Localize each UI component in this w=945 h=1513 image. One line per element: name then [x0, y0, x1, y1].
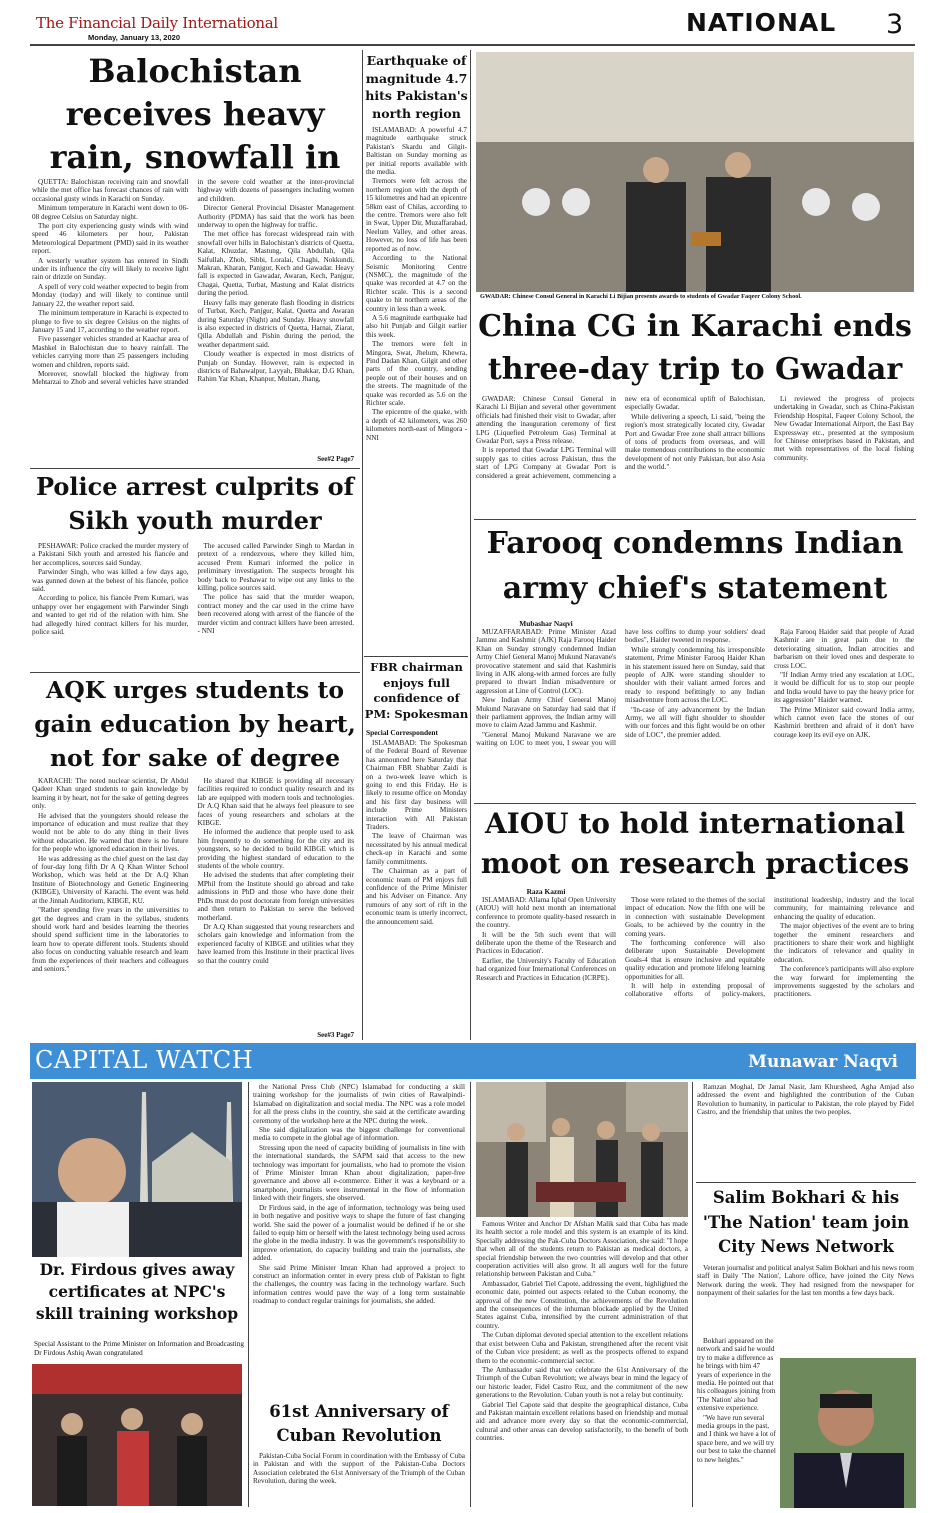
paragraph: Ramzan Moghal, Dr Jamal Nasir, Jam Khursheed, Agha Amjad also addressed the event and highlighted the contribution of the Cuban Revolution to humanity, in particular to Pakistan, the role played by Fidel Castro, and the friendship that unites the two peoples. — [697, 1083, 914, 1117]
paragraph: The minimum temperature in Karachi is expected to plunge to five to six degree Celsius on the nights of January 15 and 17, according to the weather report. — [32, 309, 189, 334]
paragraph: The Cuban diplomat devoted special attention to the excellent relations that exist between Cuba and Pakistan, strengthened after the recent visit of the Cuban vice president; as well as the prospects offered to expand them to the economic-commercial sector. — [476, 1331, 688, 1365]
paragraph: Tremors were felt across the northern region with the depth of 15 kilometres and had an epicentre 58km east of Chilas, according to the centre. Tremors were also felt in Swat, Upper Dir, Muzaffarabad, Neelum Valley, and other areas. However, no loss of life has been reported as of now. — [366, 177, 467, 253]
paragraph: A westerly weather system has entered in Sindh under its influence the city will likely to receive light rain or drizzle on Sunday. — [32, 256, 189, 282]
divider — [696, 1182, 916, 1183]
paragraph: The port city experiencing gusty winds with wind speed 46 kilometers per hour, Pakistan Meteorological Department (PMD) said in its weather report. — [32, 222, 189, 256]
paragraph: ISLAMABAD: Allama Iqbal Open University (AIOU) will hold next month an international conference to promote quality-based research in the country. — [476, 896, 616, 930]
masthead — [0, 0, 945, 46]
paragraph: She said digitalization was the biggest challenge for conventional media to compete in the global age of information. — [253, 1126, 465, 1143]
article-cuban — [476, 1220, 688, 1510]
article-firdous — [253, 1083, 465, 1393]
paragraph: ISLAMABAD: The Spokesman of the Federal Board of Revenue has announced here Saturday that Chairman FBR Shabbar Zaidi is on a two-week leave which is going to end this Friday. He is likely to resume office on Monday and his first day business will include Prime Ministers interaction with All Pakistan Traders. — [366, 739, 467, 832]
paragraph: According to the National Seismic Monitoring Centre (NSMC), the magnitude of the quake was recorded at 4.7 on the Richter scale. This is a second quake to hit northern areas of the country in less than a week. — [366, 254, 467, 313]
paragraph: It will help in extending proposal of collaborative efforts of policy-makers, institutional leadership, industry and the local community, for maintaining relevance and enhancing the quality of education. — [625, 896, 914, 999]
article-china-cg — [476, 395, 914, 513]
paragraph: The leave of Chairman was necessitated by his annual medical check-up in Karachi and some family commitments. — [366, 832, 467, 866]
headline-farooq: Farooq condemns Indian army chief's statement — [486, 526, 904, 606]
headline-earthquake: Earthquake of magnitude 4.7 hits Pakistan's north region — [365, 53, 468, 121]
continuation-balochistan: See#2 Page7 — [317, 455, 354, 463]
paragraph: The Ambassador said that we celebrate the 61st Anniversary of the Triumph of the Cuban Revolution; we always bear in mind the legacy of our historic leader, Fidel Castro Ruz, and the commitment of the new generations to the Revolution. Cuban youth is not a relay but continuity. — [476, 1365, 688, 1400]
paragraph: A 5.6 magnitude earthquake had also hit Punjab and Gilgit earlier this week. — [366, 313, 467, 339]
paragraph: Li reviewed the progress of projects undertaking in Gwadar, such as China-Pakistan Friendship Hospital, Faqeer Colony School, the New Gwadar International Airport, the East Bay Expressway etc., presented at the symposium for Chinese enterprises based in Pakistan, and met with representatives of the local fishing community. — [774, 395, 914, 462]
paragraph: Raja Farooq Haider said that people of Azad Kashmir are in great pain due to the deteriorating situation, Indian atrocities and barbarism on their loved ones and desperate to cross LOC. — [774, 628, 914, 670]
paragraph: The epicentre of the quake, with a depth of 42 kilometers, was 260 kilometers north-east of Mingora - NNI — [366, 408, 467, 442]
column-divider — [470, 1082, 471, 1507]
paragraph: Parwinder Singh, who was killed a few days ago, was gunned down at the behest of his fiancée, police said. — [32, 568, 189, 594]
capital-watch-banner — [30, 1043, 916, 1079]
paragraph: Minimum temperature in Karachi went down to 06-08 degree Celsius on Saturday night. — [32, 204, 189, 221]
headline-police: Police arrest culprits of Sikh youth murder — [36, 472, 354, 535]
byline-fbr: Special Correspondent — [366, 728, 438, 737]
article-salim — [697, 1264, 914, 1338]
paragraph: The police has said that the murder weapon, contract money and the car used in the crime have been recovered along with arrest of the fiancée of the murder victim and contract killers have been arrested. - NNI — [197, 593, 354, 636]
paragraph: Pakistan-Cuba Social Forum in coordination with the Embassy of Cuba in Pakistan and with the support of the Pakistan-Cuba Doctors Association celebrated the 61st Anniversary of the Triumph of the Cuban Revolution, during the week. — [253, 1452, 465, 1486]
paragraph: PESHAWAR: Police cracked the murder mystery of a Pakistani Sikh youth and arrested his fiancée and her accomplices, sources said Sunday. — [32, 542, 189, 567]
byline-aiou: Raza Kazmi — [526, 887, 566, 896]
paragraph: Ambassador, Gabriel Tiel Capote, addressing the event, highlighted the economic date, pointed out aspects related to the Cuban economy, the approval of the new Constitution, the achievements of the Revolution and the consequences of the inhuman blockade applied by the United States against Cuba, intensified by the current administration of that country. — [476, 1279, 688, 1330]
divider — [474, 519, 916, 520]
article-cuban-continued — [697, 1083, 914, 1179]
byline-farooq: Mubashar Naqvi — [519, 619, 573, 628]
paragraph: He informed the audience that people used to ask him frequently to do something for the city and its youngsters, so he decided to build KIBGE which is providing the highest standard of education to the students of the whole country. — [197, 828, 354, 871]
divider — [364, 656, 468, 657]
photo-cuban-event — [476, 1082, 688, 1217]
column-divider — [470, 50, 471, 1040]
paragraph: While strongly condemning his irresponsible statement, Prime Minister Farooq Haider Khan in his statement issued here on Sunday, said that people of AJK were standing shoulder to shoulder with their valiant armed forces and ready to respond befittingly to any Indian misadventure from across the LOC. — [625, 645, 765, 705]
photo-placeholder — [780, 1358, 916, 1508]
headline-firdous: Dr. Firdous gives away certificates at NPC's skill training workshop — [35, 1260, 239, 1323]
paragraph: The tremors were felt in Mingora, Swat, Jhelum, Khewra, Pind Dadan Khan, Gilgit and other parts of the country, sending people out of their houses and on the streets. The magnitude of the quake was recorded as 5.6 on the Richter scale. — [366, 340, 467, 407]
paragraph: He advised that the youngsters should release the importance of education and must realize that they would not be able to do any thing in their lives without education. He warned that there is no future for the people who ignored education in their lives. — [32, 811, 189, 854]
photo-salim-bokhari-portrait — [780, 1358, 916, 1508]
paragraph: Stressing upon the need of capacity building of journalists in line with the international standards, the SAPM said that access to the new technology was important for journalists, who had to promote the vision of Prime Minister Imran Khan about digitalization, paper-free governance and above all e-commerce. Either it was a keyboard or a smartphone, journalists were instrumental in the flow of information linked with their fingers, she observed. — [253, 1143, 465, 1203]
paragraph: The Chairman as a part of economic team of PM enjoys full confidence of the Prime Minister and his Adviser on Finance. Any rumours of any sort of rift in the economic team is utterly incorrect, the announcement said. — [366, 867, 467, 926]
article-aqk — [32, 777, 354, 1039]
page-number: 3 — [886, 9, 904, 40]
capital-watch-title: CAPITAL WATCH — [35, 1046, 254, 1074]
headline-salim: Salim Bokhari & his 'The Nation' team join City News Network — [702, 1188, 910, 1256]
photo-placeholder — [32, 1364, 242, 1506]
column-divider — [692, 1082, 693, 1507]
article-police — [32, 542, 354, 672]
paragraph: "If Indian Army tried any escalation at LOC, it would be difficult for us to stop our people and India would have to pay the heavy price for its aggression" Haider warned. — [774, 671, 914, 705]
paragraph: He advised the students that after completing their MPhil from the Institute should go abroad and take admissions in PhD and those who have done their PhDs must do post doctorate from foreign universities and then return to Pakistan to serve the beloved motherland. — [197, 871, 354, 922]
paragraph: He shared that KIBGE is providing all necessary facilities required to conduct quality research and its lab are equipped with modern tools and technologies. Dr A.Q Khan said that he always feel pleasure to see faces of young researchers and scholars at the KIBGE. — [197, 777, 354, 828]
headline-fbr: FBR chairman enjoys full confidence of PM: Spokesman — [364, 660, 469, 721]
photo-placeholder — [476, 1082, 688, 1217]
paragraph: Gabriel Tiel Capote said that despite the geographical distance, Cuba and Pakistan maintain excellent relations based on friendship and mutual aid and advance more every day so that the economic-commercial, cultural and other areas can develop satisfactorily, to the benefit of both countries. — [476, 1400, 688, 1443]
headline-aiou: AIOU to hold international moot on research practices — [480, 807, 910, 880]
paragraph: Heavy falls may generate flash flooding in districts of Turbat, Kech, Panjgur, Kalat, Quetta and Awaran during Saturday (Night) and Sunday. Heavy snowfall is also expected in districts of Quetta, Harnai, Ziarat, Qilla Abdullah and Pishin during the period, the weather department said. — [197, 298, 354, 349]
paragraph: Cloudy weather is expected in most districts of Punjab on Sunday. However, rain is expected in districts of Bahawalpur, Layyah, Bhakkar, D.G Khan, Rahim Yar Khan, Khanpur, Multan, Jhang, — [197, 350, 354, 384]
article-fbr — [366, 739, 467, 1039]
paragraph: KARACHI: The noted nuclear scientist, Dr Abdul Qadeer Khan urged students to gain knowledge by learning it by heart, not for the sake of getting degrees only. — [32, 777, 189, 811]
photo-caption-firdous: Special Assistant to the Prime Minister on Information and Broadcasting Dr Firdous Ashiq Awan congratulated — [34, 1340, 244, 1357]
paragraph: MUZAFFARABAD: Prime Minister Azad Jammu and Kashmir (AJK) Raja Farooq Haider Khan on Sunday strongly condemned Indian Army Chief General Manoj Mukund Naravane's provocative statement and said that Kashmiris living in AJK along-with armed forces are fully prepared to thwart Indian misadventure or aggression at Line of Control (LOC). — [476, 628, 616, 695]
paragraph: Those were related to the themes of the social impact of education. Now the fifth one will be in connection with sustainable Development Goals, to be achieved by the country in the coming years. — [625, 896, 765, 938]
photo-certificate-ceremony — [32, 1364, 242, 1506]
column-divider — [248, 1082, 249, 1507]
photo-caption-cuban: Famous Writer and Anchor Dr Afshan Malik said that Cuba has made its health sector a role model and this system is an example of its kind. Specially addressing the Pak-Cuba Doctors Association, she said: "I hope that when all of the students return to Pakistan as medical doctors, a special friendship between the two countries will develop and that other cooperation activities will also grow. It all augurs well for the future relationship between Pakistan and Cuba." — [476, 1220, 688, 1279]
paragraph: "In-case of any advancement by the Indian Army, we all will fight shoulder to shoulder with our forces and this fight would be on other side of LOC", the premier added. — [625, 705, 765, 739]
paragraph: Five passenger vehicles stranded at Kaachar area of Mashkel in Balochistan due to heavy rainfall. The vehicles carrying more than 25 passengers including women and children, reports said. — [32, 335, 189, 369]
paragraph: "General Manoj Mukund Naravane we are waiting on LOC to meet you, I swear you will have less coffins to dump your soldiers' dead bodies", Haider tweeted in response. — [476, 628, 765, 748]
paragraph: While delivering a speech, Li said, "being the region's most strategically located city, Gwadar Port and Gwadar Free zone shall attract billions of tons of products from overseas, and will make tremendous contributions to the economic development of not only Pakistan, but also Asia and the world." — [625, 412, 765, 472]
article-earthquake — [366, 126, 467, 656]
photo-placeholder — [476, 52, 914, 292]
article-farooq — [476, 628, 914, 800]
paragraph: It is reported that Gwadar LPG Terminal will supply gas to cities across Pakistan, thus the start of LPG Company at Gwadar Port is considered a great achievement, commencing a new era of economical uplift of Balochistan, especially Gwadar. — [476, 395, 765, 480]
paragraph: Dr Firdous said, in the age of information, technology was being used in both negative and positive ways to shape the future of fast changing world. She said the power of a journalist would be defined if he or she failed to equip him or herself with the latest technology being used across the globe in the media industry. It was the government's responsibility to improve orientation, do capacity building and train the journalists, she added. — [253, 1203, 465, 1263]
issue-date: Monday, January 13, 2020 — [88, 33, 180, 42]
headline-balochistan: Balochistan receives heavy rain, snowfall in — [49, 52, 341, 176]
paragraph: Moreover, snowfall blocked the highway from Mehtarzai to Zhob and several vehicles have stranded in the severe cold weather at the inter-provincial highway with dozens of passengers including women and children. — [32, 178, 354, 387]
paragraph: According to police, his fiancée Prem Kumari, was unhappy over her engagement with Parwinder Singh and wanted to get rid of the relation with him. She had allegedly hired contract killers for his murder, police said. — [32, 594, 189, 637]
paragraph: He was addressing as the chief guest on the last day of four-day long fifth Dr A Q Khan Winter School Workshop, which was held at the Dr A.Q Khan Institute of Biotechnology and Genetic Engineering (KIBGE), University of Karachi. The event was held at the Jinnah Auditorium, KIBGE, KU. — [32, 854, 189, 905]
paragraph: The met office has forecast widespread rain with snowfall over hills in Balochistan's districts of Quetta, Kalat, Khuzdar, Mastung, Qila Abdullah, Qila Saifullah, Zhob, Sibbi, Loralai, Chaghi, Nokkundi, Makran, Kharan, Panjgur, Kech and Gawadar. Heavy fall is expected in Gawadar, Awaran, Kech, Panjgur, Chagai, Quetta, Turbat, Mastung and Kalat districts during the period. — [197, 230, 354, 298]
masthead-rule — [30, 44, 915, 46]
paragraph: Earlier, the University's Faculty of Education had organized four International Conferences on Research and Practices in Education (ICRPE). — [476, 956, 616, 982]
headline-aqk: AQK urges students to gain education by heart, not for sake of degree — [34, 676, 356, 772]
paragraph: Dr A.Q Khan suggested that young researchers and scholars gain knowledge and information from the experienced faculty of KIBGE and utilities what they have learned from this Institute in their practical lives so that the country could — [197, 922, 354, 965]
paragraph: It will be the 5th such event that will deliberate upon the theme of the 'Research and Practices in Education'. — [476, 930, 616, 956]
photo-placeholder — [32, 1082, 242, 1257]
headline-cuban: 61st Anniversary of Cuban Revolution — [269, 1402, 449, 1445]
paragraph: Bokhari appeared on the network and said he would try to make a difference as he brings with him 47 years of experience in the media. He pointed out that his colleagues joining from 'The Nation' also had extensive experience. — [697, 1337, 776, 1413]
photo-caption-gwadar: GWADAR: Chinese Consul General in Karachi Li Bijian presents awards to students of Gwadar Faqeer Colony School. — [480, 293, 802, 300]
divider — [30, 468, 360, 469]
article-salim-continued — [697, 1337, 777, 1509]
paragraph: ISLAMABAD: A powerful 4.7 magnitude earthquake struck Pakistan's Skardu and Gilgit-Baltistan on Sunday morning as per initial reports available with the media. — [366, 126, 467, 177]
photo-gwadar-award-ceremony — [476, 52, 914, 292]
continuation-aqk: See#3 Page7 — [317, 1031, 354, 1039]
paragraph: The major objectives of the event are to bring together the eminent researchers and practitioners to share their work and highlight the indicators of relevance and quality in education. — [774, 922, 914, 964]
headline-china-cg: China CG in Karachi ends three-day trip to Gwadar — [478, 309, 912, 387]
paragraph: Director General Provincial Disaster Management Authority (PDMA) has said that the work has been underway to open the highway for traffic. — [197, 204, 354, 230]
paragraph: the National Press Club (NPC) Islamabad for conducting a skill training workshop for the journalists of twin cities of Rawalpindi-Islamabad on digitalization and social media. The NPC was a role model for all the press clubs in the country, she said at the certificate awarding ceremony of the workshop here at the NPC during the week. — [253, 1083, 465, 1125]
article-aiou — [476, 896, 914, 1040]
paragraph: "We have run several media groups in the past, and I think we have a lot of space here, and we will try our best to take the channel to new heights." — [697, 1413, 776, 1464]
article-balochistan — [32, 178, 354, 460]
paragraph: The Prime Minister said coward India army, which cannot even face the stones of our Kashmiri brethren and afraid of it don't have courage keep its evil eye on AJK. — [774, 705, 914, 739]
paragraph: She said Prime Minister Imran Khan had approved a project to construct an information center in every press club of Pakistan to fight the challenges, the country was facing in the technology warfare. Such information centres would pave the way of a long term sustainable roadmap to conduct regular trainings for journalists, she added. — [253, 1263, 465, 1306]
paragraph: New Indian Army Chief General Manoj Mukund Naravane on Saturday had said that if their parliament approves, the Indian army will move to claim Azad Jammu and Kashmir. — [476, 696, 616, 730]
paper-name: The Financial Daily International — [36, 14, 278, 32]
article-cuban-intro — [253, 1452, 465, 1508]
column-divider — [362, 50, 363, 1040]
paragraph: QUETTA: Balochistan receiving rain and snowfall while the met office has forecast chances of rain with occasional gusty winds in Karachi on Sunday. — [32, 178, 189, 203]
capital-watch-author: Munawar Naqvi — [748, 1052, 898, 1072]
paragraph: GWADAR: Chinese Consul General in Karachi Li Bijian and several other government officials had finished their visit to Gwadar, after attending the inauguration ceremony of first LPG (Liquefied Petroleum Gas) Terminal at Gwadar Port, says a Press release. — [476, 395, 616, 446]
paragraph: The forthcoming conference will also deliberate upon Sustainable Development Goals-4 that is ensure inclusive and equitable quality education and promote lifelong learning opportunities for all. — [625, 939, 765, 981]
paragraph: The conference's participants will also explore the way forward for implementing the improvements suggested by the scholars and practitioners. — [774, 965, 914, 999]
section-label: NATIONAL — [686, 8, 837, 37]
paragraph: "Rather spending five years in the universities to get the degrees and cram in the syllabus, students should work hard and besides learning the theories should spend sufficient time in the laboratories to learn how to operate different tools. Students should also focus on conducting valuable research and learn from the experiences of their teachers and colleagues and seniors." — [32, 906, 189, 973]
paragraph: A spell of very cold weather expected to begin from Monday (today) and will likely to continue until January 22, the weather report said. — [32, 282, 189, 308]
paragraph: Veteran journalist and political analyst Salim Bokhari and his news room staff in Daily 'The Nation', Lahore office, have joined the City News Network during the week. They had resigned from the newspaper for nonpayment of their salaries for the last ten months a few days back. — [697, 1264, 914, 1298]
photo-faisal-mosque-portrait — [32, 1082, 242, 1257]
paragraph: The accused called Parwinder Singh to Mardan in pretext of a rendezvous, where they killed him, accused Prem Kumari informed the police in preliminary investigation. The suspects brought his body back to Peshawar to wipe out any links to the killing, police sources said. — [197, 542, 354, 593]
